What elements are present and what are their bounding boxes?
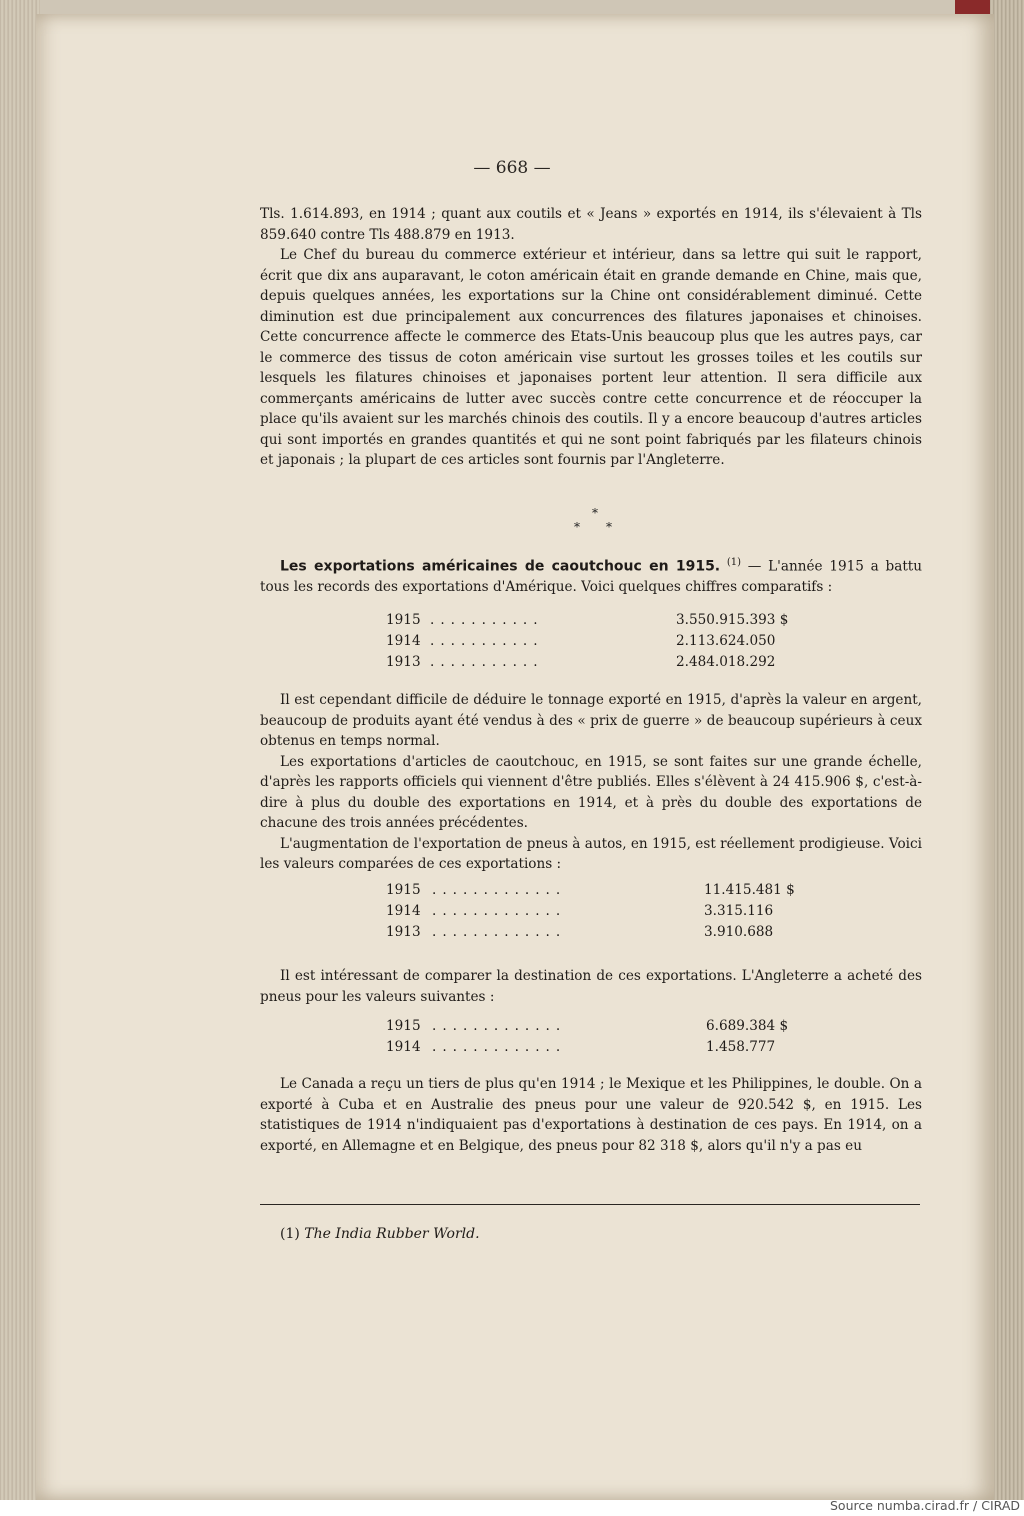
table-row [386,903,816,924]
section-intro-text: — L'année 1915 a battu tous les records des exportations d'Amérique. Voici quelques chiffres comparatifs : [260,558,923,596]
table-row [386,1039,816,1060]
table-year: 1914 [386,633,421,649]
section-heading: Les exportations américaines de caoutchouc en 1915. [280,558,721,575]
footnote-text: The India Rubber World. [304,1226,480,1242]
table-row [386,612,816,633]
table-value: 2.484.018.292 [676,654,776,670]
left-page-edges [0,0,40,1500]
asterisk: * [606,520,612,534]
table-leader-dots: ............. [432,903,567,919]
page-number: — 668 — [473,158,551,178]
asterisk: * [574,520,580,534]
table-value: 6.689.384 $ [706,1018,789,1034]
footnote-marker: (1) [280,1226,300,1242]
footnote-divider [260,1204,920,1205]
section-separator-asterisks [560,506,630,536]
paragraph-line: Il est intéressant de comparer la destination de ces exportations. L'Angleterre a acheté des pneus pour les valeurs suivantes : [260,968,922,1005]
paragraph-destination [260,966,922,1007]
section-intro [260,553,922,598]
tire-exports-table [386,882,816,945]
table-value: 1.458.777 [706,1039,776,1055]
section-intro-paragraph [260,553,922,598]
table-year: 1914 [386,1039,421,1055]
table-value: 3.550.915.393 $ [676,612,789,628]
right-page-edges [990,0,1024,1500]
table-leader-dots: ............. [432,1018,567,1034]
table-year: 1915 [386,882,421,898]
table-leader-dots: ............. [432,1039,567,1055]
table-row [386,633,816,654]
source-credit: Source numba.cirad.fr / CIRAD [829,1498,1020,1513]
footnote-reference: (1) [726,557,742,568]
table-leader-dots: ........... [430,612,544,628]
paragraph-cotton-trade [260,204,922,471]
table-year: 1914 [386,903,421,919]
table-year: 1913 [386,924,421,940]
exports-total-table [386,612,816,675]
england-tire-table [386,1018,816,1060]
table-value: 2.113.624.050 [676,633,776,649]
table-leader-dots: ........... [430,633,544,649]
paragraph-other-countries [260,1074,922,1156]
paragraph-line: Le Canada a reçu un tiers de plus qu'en 1914 ; le Mexique et les Philippines, le double. On a exporté à Cuba et en Australie des pneus pour une valeur de 920.542 $, en 1915. Les statistiques de 1914 n'indiquaient pas d'exportations à destination de ces pays. En 1914, on a exporté, en Allemagne et en Belgique, des pneus pour 82 318 $, alors qu'il n'y a pas eu [260,1076,922,1154]
table-value: 3.315.116 [704,903,774,919]
table-row [386,924,816,945]
table-leader-dots: ............. [432,882,567,898]
table-year: 1913 [386,654,421,670]
footnote [280,1226,480,1242]
table-row [386,882,816,903]
table-row [386,1018,816,1039]
table-value: 11.415.481 $ [704,882,795,898]
paragraph-line: Le Chef du bureau du commerce extérieur et intérieur, dans sa lettre qui suit le rapport, écrit que dix ans auparavant, le coton américain était en grande demande en Chine, mais que, depuis quelques années, les exportations sur la Chine ont considérablement diminué. Cette diminution est due principalement aux concurrences des filatures japonaises et chinoises. Cette concurrence affecte le commerce des Etats-Unis beaucoup plus que les autres pays, car le commerce des tissus de coton américain vise surtout les grosses toiles et les coutils sur lesquels les filatures chinoises et japonaises portent leur attention. Il sera difficile aux commerçants américains de lutter avec succès contre cette concurrence et de réoccuper la place qu'ils avaient sur les marchés chinois des coutils. Il y a encore beaucoup d'autres articles qui sont importés en grandes quantités et qui ne sont point fabriqués par les filateurs chinois et japonais ; la plupart de ces articles sont fournis par l'Angleterre. [260,247,922,468]
paragraph-line: Il est cependant difficile de déduire le tonnage exporté en 1915, d'après la valeur en argent, beaucoup de produits ayant été vendus à des « prix de guerre » de beaucoup supérieurs à ceux obtenus en temps normal. [260,692,922,749]
paragraph-rubber-exports [260,690,922,875]
paragraph-line: Tls. 1.614.893, en 1914 ; quant aux coutils et « Jeans » exportés en 1914, ils s'élevaient à Tls 859.640 contre Tls 488.879 en 1913. [260,206,922,243]
table-leader-dots: ............. [432,924,567,940]
table-year: 1915 [386,612,421,628]
table-value: 3.910.688 [704,924,774,940]
asterisk: * [592,506,598,520]
table-leader-dots: ........... [430,654,544,670]
paragraph-line: Les exportations d'articles de caoutchouc, en 1915, se sont faites sur une grande échelle, d'après les rapports officiels qui viennent d'être publiés. Elles s'élèvent à 24 415.906 $, c'est-à-dire à plus du double des exportations en 1914, et à près du double des exportations de chacune des trois années précédentes. [260,753,922,831]
table-row [386,654,816,675]
table-year: 1915 [386,1018,421,1034]
paragraph-line: L'augmentation de l'exportation de pneus à autos, en 1915, est réellement prodigieuse. Voici les valeurs comparées de ces exportations : [260,835,922,872]
